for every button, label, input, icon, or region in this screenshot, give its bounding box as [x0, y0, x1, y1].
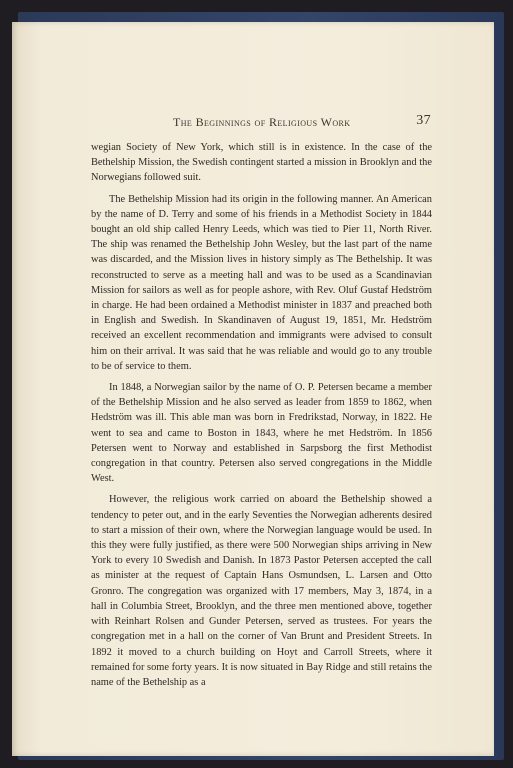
body-text — [91, 140, 432, 690]
paragraph-4: However, the religious work carried on aboard the Bethelship showed a tendency to peter out, and in the early Seventies the Norwegian adherents desired to start a mission of their own, where the Norwegian language would be used. In this they were fully justified, as there were 500 Norwegian ships arriving in New York to every 10 Swedish and Danish. In 1873 Pastor Petersen accepted the call as minister at the request of Captain Hans Osmundsen, L. Larsen and Otto Gronro. The congregation was organized with 17 members, May 3, 1874, in a hall in Columbia Street, Brooklyn, and the three men mentioned above, together with Reinhart Rolsen and Gunder Petersen, served as trustees. For years the congregation met in a hall on the corner of Van Brunt and President Streets. In 1892 it moved to a church building on Hoyt and Carroll Streets, where it remained for some forty years. It is now situated in Bay Ridge and still retains the name of the Bethelship as a — [91, 494, 432, 688]
running-head — [91, 115, 431, 131]
running-head-title: The Beginnings of Religious Work — [173, 115, 351, 129]
paragraph-1: wegian Society of New York, which still is in existence. In the case of the Bethelship Mission, the Swedish contingent started a mission in Brooklyn and the Norwegians followed suit. — [91, 142, 432, 184]
paragraph-2: The Bethelship Mission had its origin in the following manner. An American by the name of D. Terry and some of his friends in a Methodist Society in 1844 bought an old ship called Henry Leeds, which was tied to Pier 11, North River. The ship was renamed the Bethelship John Wesley, but the last part of the name was discarded, and the Mission lives in history simply as The Bethelship. It was reconstructed to serve as a meeting hall and was to be used as a Scandinavian Mission for sailors as well as for people ashore, with Rev. Oluf Gustaf Hedström in charge. He had been ordained a Methodist minister in 1837 and preached both in English and Swedish. In Skandinaven of August 19, 1851, Mr. Hedström received an excellent recommendation and immigrants were advised to consult him on their arrival. It was said that he was reliable and would go to any trouble to be of service to them. — [91, 193, 432, 372]
paragraph-3: In 1848, a Norwegian sailor by the name of O. P. Petersen became a member of the Bethelship Mission and he also served as leader from 1859 to 1862, when Hedström was ill. This able man was born in Fredrikstad, Norway, in 1822. He went to sea and came to Boston in 1843, where he met Hedström. In 1856 Petersen went to Norway and established in Sarpsborg the first Methodist congregation in that country. Petersen also served congregations in the Middle West. — [91, 382, 432, 485]
page-number: 37 — [416, 113, 431, 128]
